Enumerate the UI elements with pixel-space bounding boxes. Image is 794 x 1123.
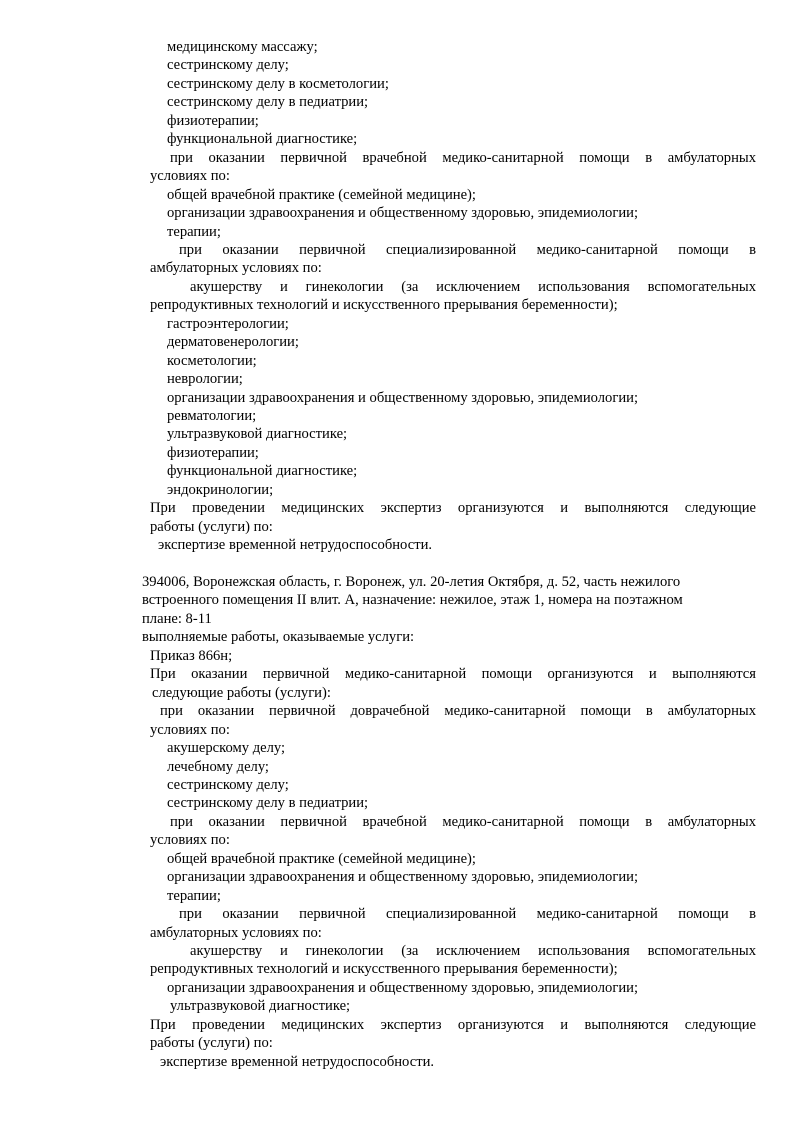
text-line: терапии; <box>167 887 221 904</box>
text-line: сестринскому делу в педиатрии; <box>167 795 369 812</box>
text-line: терапии; <box>167 223 221 240</box>
text-line: При проведении медицинских экспертиз организуются и выполняются следующие <box>150 500 756 517</box>
text-line: при оказании первичной врачебной медико-санитарной помощи в амбулаторных <box>170 149 756 166</box>
text-line: эндокринологии; <box>167 481 274 498</box>
text-line: общей врачебной практике (семейной медицине); <box>167 850 476 867</box>
text-line: физиотерапии; <box>167 444 259 461</box>
text-line: При оказании первичной медико-санитарной помощи организуются и выполняются <box>150 666 756 683</box>
text-line: при оказании первичной специализированной медико-санитарной помощи в <box>179 241 756 258</box>
text-line: организации здравоохранения и общественному здоровью, эпидемиологии; <box>167 979 639 996</box>
text-line: медицинскому массажу; <box>167 39 318 55</box>
text-line: акушерству и гинекологии (за исключением использования вспомогательных <box>190 278 756 295</box>
text-line: условиях по: <box>150 721 230 738</box>
text-line: лечебному делу; <box>167 758 269 775</box>
text-line: сестринскому делу в косметологии; <box>167 75 389 92</box>
text-line: Приказ 866н; <box>150 647 233 664</box>
text-line: работы (услуги) по: <box>150 1035 273 1052</box>
text-line: организации здравоохранения и общественному здоровью, эпидемиологии; <box>167 869 639 886</box>
text-line: следующие работы (услуги): <box>152 684 331 701</box>
text-line: экспертизе временной нетрудоспособности. <box>160 1053 435 1070</box>
text-line: ультразвуковой диагностике; <box>170 998 351 1015</box>
text-line: гастроэнтерологии; <box>167 315 289 332</box>
text-line: неврологии; <box>167 371 243 388</box>
text-line: функциональной диагностике; <box>167 463 358 480</box>
text-line: при оказании первичной врачебной медико-санитарной помощи в амбулаторных <box>170 813 756 830</box>
text-line: косметологии; <box>167 352 257 369</box>
text-line: функциональной диагностике; <box>167 131 358 148</box>
text-line: сестринскому делу; <box>167 57 289 74</box>
text-line: экспертизе временной нетрудоспособности. <box>158 537 433 554</box>
text-line: плане: 8-11 <box>142 610 212 627</box>
text-line: при оказании первичной специализированной медико-санитарной помощи в <box>179 906 756 923</box>
text-line: акушерскому делу; <box>167 740 286 757</box>
text-line: при оказании первичной доврачебной медико-санитарной помощи в амбулаторных <box>160 703 756 720</box>
text-line: сестринскому делу; <box>167 776 289 793</box>
text-line: дерматовенерологии; <box>167 334 299 351</box>
text-line: акушерству и гинекологии (за исключением использования вспомогательных <box>190 943 756 959</box>
text-line: выполняемые работы, оказываемые услуги: <box>142 629 415 646</box>
text-line: работы (услуги) по: <box>150 518 273 535</box>
text-line: репродуктивных технологий и искусственного прерывания беременности); <box>150 961 618 978</box>
text-line: ультразвуковой диагностике; <box>167 426 348 443</box>
text-line: встроенного помещения II влит. А, назначение: нежилое, этаж 1, номера на поэтажном <box>142 592 683 609</box>
text-line: условиях по: <box>150 832 230 849</box>
text-line: физиотерапии; <box>167 112 259 129</box>
text-line: организации здравоохранения и общественному здоровью, эпидемиологии; <box>167 205 639 222</box>
text-line: организации здравоохранения и общественному здоровью, эпидемиологии; <box>167 389 639 406</box>
text-line: ревматологии; <box>167 408 257 424</box>
text-line: амбулаторных условиях по: <box>150 924 322 941</box>
text-line: репродуктивных технологий и искусственного прерывания беременности); <box>150 297 618 314</box>
text-line: амбулаторных условиях по: <box>150 260 322 277</box>
text-line: При проведении медицинских экспертиз организуются и выполняются следующие <box>150 1016 756 1033</box>
text-line: условиях по: <box>150 168 230 185</box>
text-line: сестринскому делу в педиатрии; <box>167 94 369 111</box>
text-line: общей врачебной практике (семейной медицине); <box>167 186 476 203</box>
text-line: 394006, Воронежская область, г. Воронеж, ул. 20-летия Октября, д. 52, часть нежилого <box>142 574 681 590</box>
